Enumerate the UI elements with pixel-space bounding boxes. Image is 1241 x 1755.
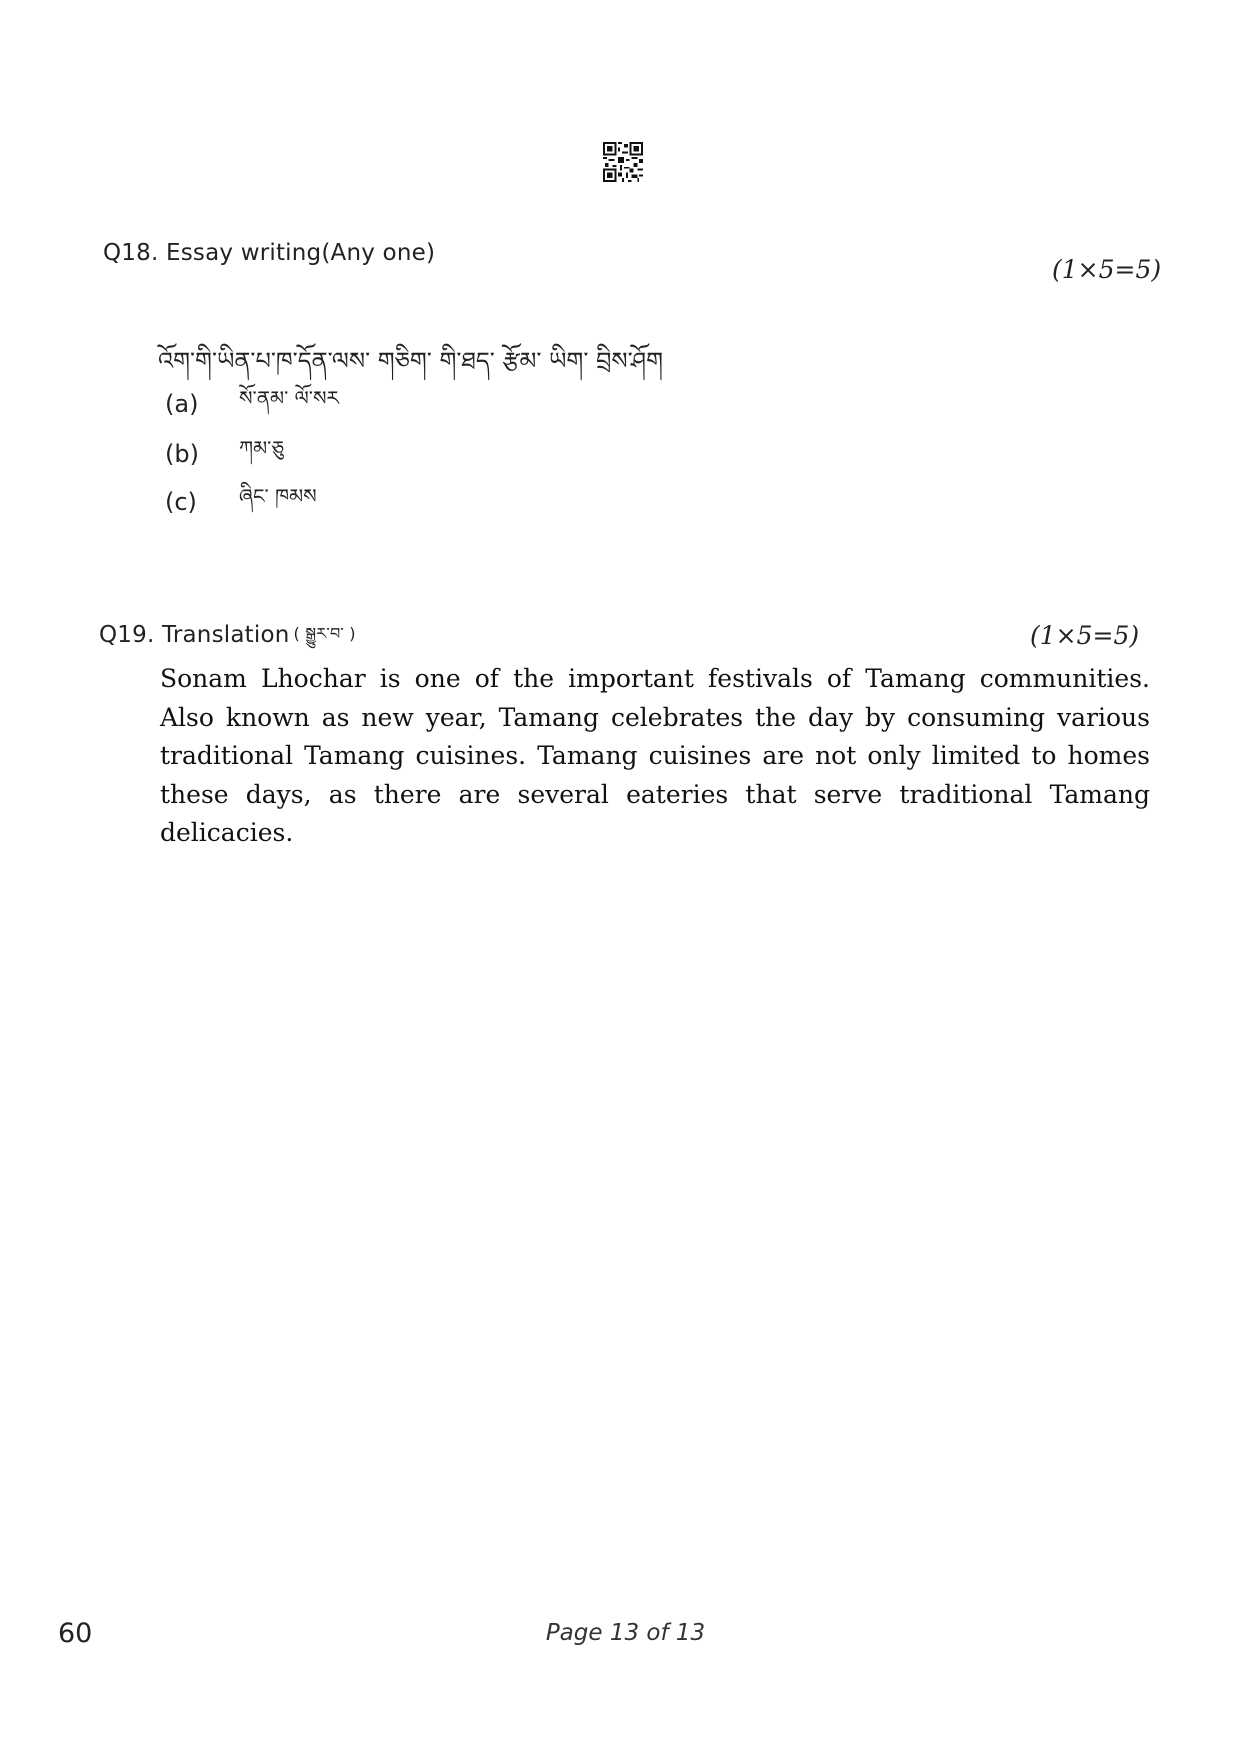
q18-instruction: འོག་གི་ཡིན་པ་ཁ་དོན་ལས་ གཅིག་ གི་ཐད་ རྩོམ་ ཡིག་ བྲིས་ཤོག — [158, 347, 663, 375]
q18-heading: Q18. Essay writing(Any one) — [103, 240, 436, 266]
translation-passage: Sonam Lhochar is one of the important festivals of Tamang communities. Also known as new year, Tamang celebrates the day by consuming various traditional Tamang cuisines. Tamang cuisines are not only limited to homes these days, as there are several eateries that serve traditional Tamang delicacies. — [160, 664, 1150, 847]
q18-option-a — [165, 388, 339, 420]
q19-heading — [99, 616, 356, 661]
option-text: སོ་ནམ་ ལོ་སར — [239, 386, 339, 410]
q18-marks: (1×5=5) — [1052, 255, 1162, 284]
q19-heading-tibetan: ( སྒྱུར་བ་ ) — [293, 624, 356, 643]
q18-option-c — [165, 486, 317, 518]
q19-heading-label: Q19. Translation — [99, 622, 290, 648]
option-text: ཞིང་ ཁམས — [239, 484, 317, 508]
page-code: 60 — [58, 1618, 93, 1649]
q18-option-b — [165, 438, 284, 470]
option-text: ཀམ་ཅུ — [239, 436, 285, 460]
page-number: Page 13 of 13 — [545, 1620, 706, 1646]
option-label: (c) — [165, 488, 197, 516]
option-label: (b) — [165, 440, 199, 468]
q19-marks: (1×5=5) — [1030, 621, 1140, 650]
option-label: (a) — [165, 390, 199, 418]
qr-code-icon — [603, 142, 643, 182]
